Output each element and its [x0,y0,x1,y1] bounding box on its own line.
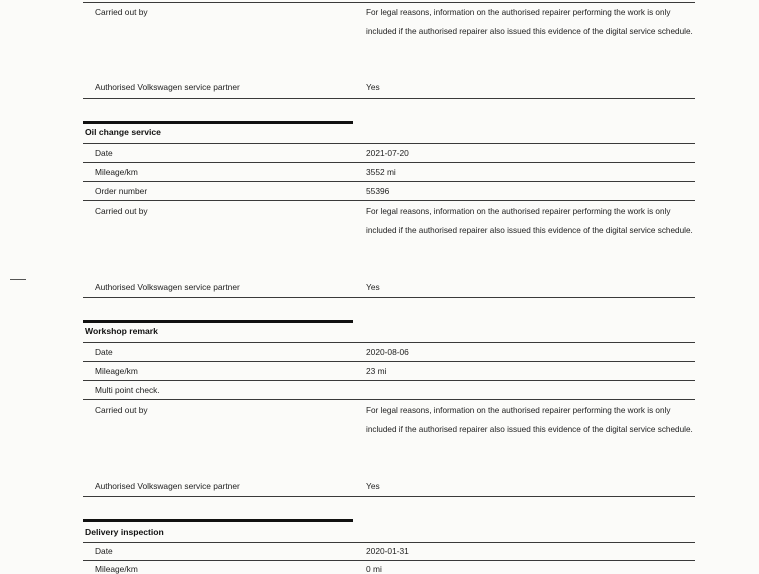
authorised-partner-value: Yes [366,282,380,292]
date-label: Date [95,148,113,158]
row-divider [83,98,695,99]
carried-out-by-label: Carried out by [95,405,148,415]
row-divider [83,200,695,201]
row-divider [83,361,695,362]
row-divider [83,162,695,163]
row-divider [83,181,695,182]
section-title: Oil change service [85,127,161,137]
row-divider [83,399,695,400]
order-number-label: Order number [95,186,148,196]
date-value: 2021-07-20 [366,148,409,158]
authorised-partner-label: Authorised Volkswagen service partner [95,82,240,92]
carried-out-by-label: Carried out by [95,7,148,17]
mileage-label: Mileage/km [95,366,138,376]
mileage-label: Mileage/km [95,564,138,574]
date-label: Date [95,347,113,357]
section-underline [83,320,353,323]
mileage-value: 3552 mi [366,167,396,177]
date-value: 2020-08-06 [366,347,409,357]
row-divider [83,143,695,144]
row-divider [83,496,695,497]
authorised-partner-label: Authorised Volkswagen service partner [95,481,240,491]
row-divider [83,560,695,561]
authorised-partner-label: Authorised Volkswagen service partner [95,282,240,292]
section-underline [83,121,353,124]
section-title: Delivery inspection [85,527,164,537]
remark-text: Multi point check. [95,385,160,395]
legal-notice-text: For legal reasons, information on the authorised repairer performing the work is only included if the authorised repairer also issued this evidence of the digital service schedule. [366,8,693,36]
mileage-value: 23 mi [366,366,387,376]
section-title: Workshop remark [85,326,158,336]
order-number-value: 55396 [366,186,390,196]
legal-notice-text: For legal reasons, information on the authorised repairer performing the work is only included if the authorised repairer also issued this evidence of the digital service schedule. [366,406,693,434]
legal-notice-text: For legal reasons, information on the authorised repairer performing the work is only included if the authorised repairer also issued this evidence of the digital service schedule. [366,207,693,235]
row-divider [83,542,695,543]
mileage-label: Mileage/km [95,167,138,177]
mileage-value: 0 mi [366,564,382,574]
margin-mark [10,279,26,280]
authorised-partner-value: Yes [366,82,380,92]
authorised-partner-value: Yes [366,481,380,491]
row-divider [83,297,695,298]
date-label: Date [95,546,113,556]
carried-out-by-label: Carried out by [95,206,148,216]
date-value: 2020-01-31 [366,546,409,556]
row-divider [83,380,695,381]
section-underline [83,519,353,522]
row-divider [83,342,695,343]
